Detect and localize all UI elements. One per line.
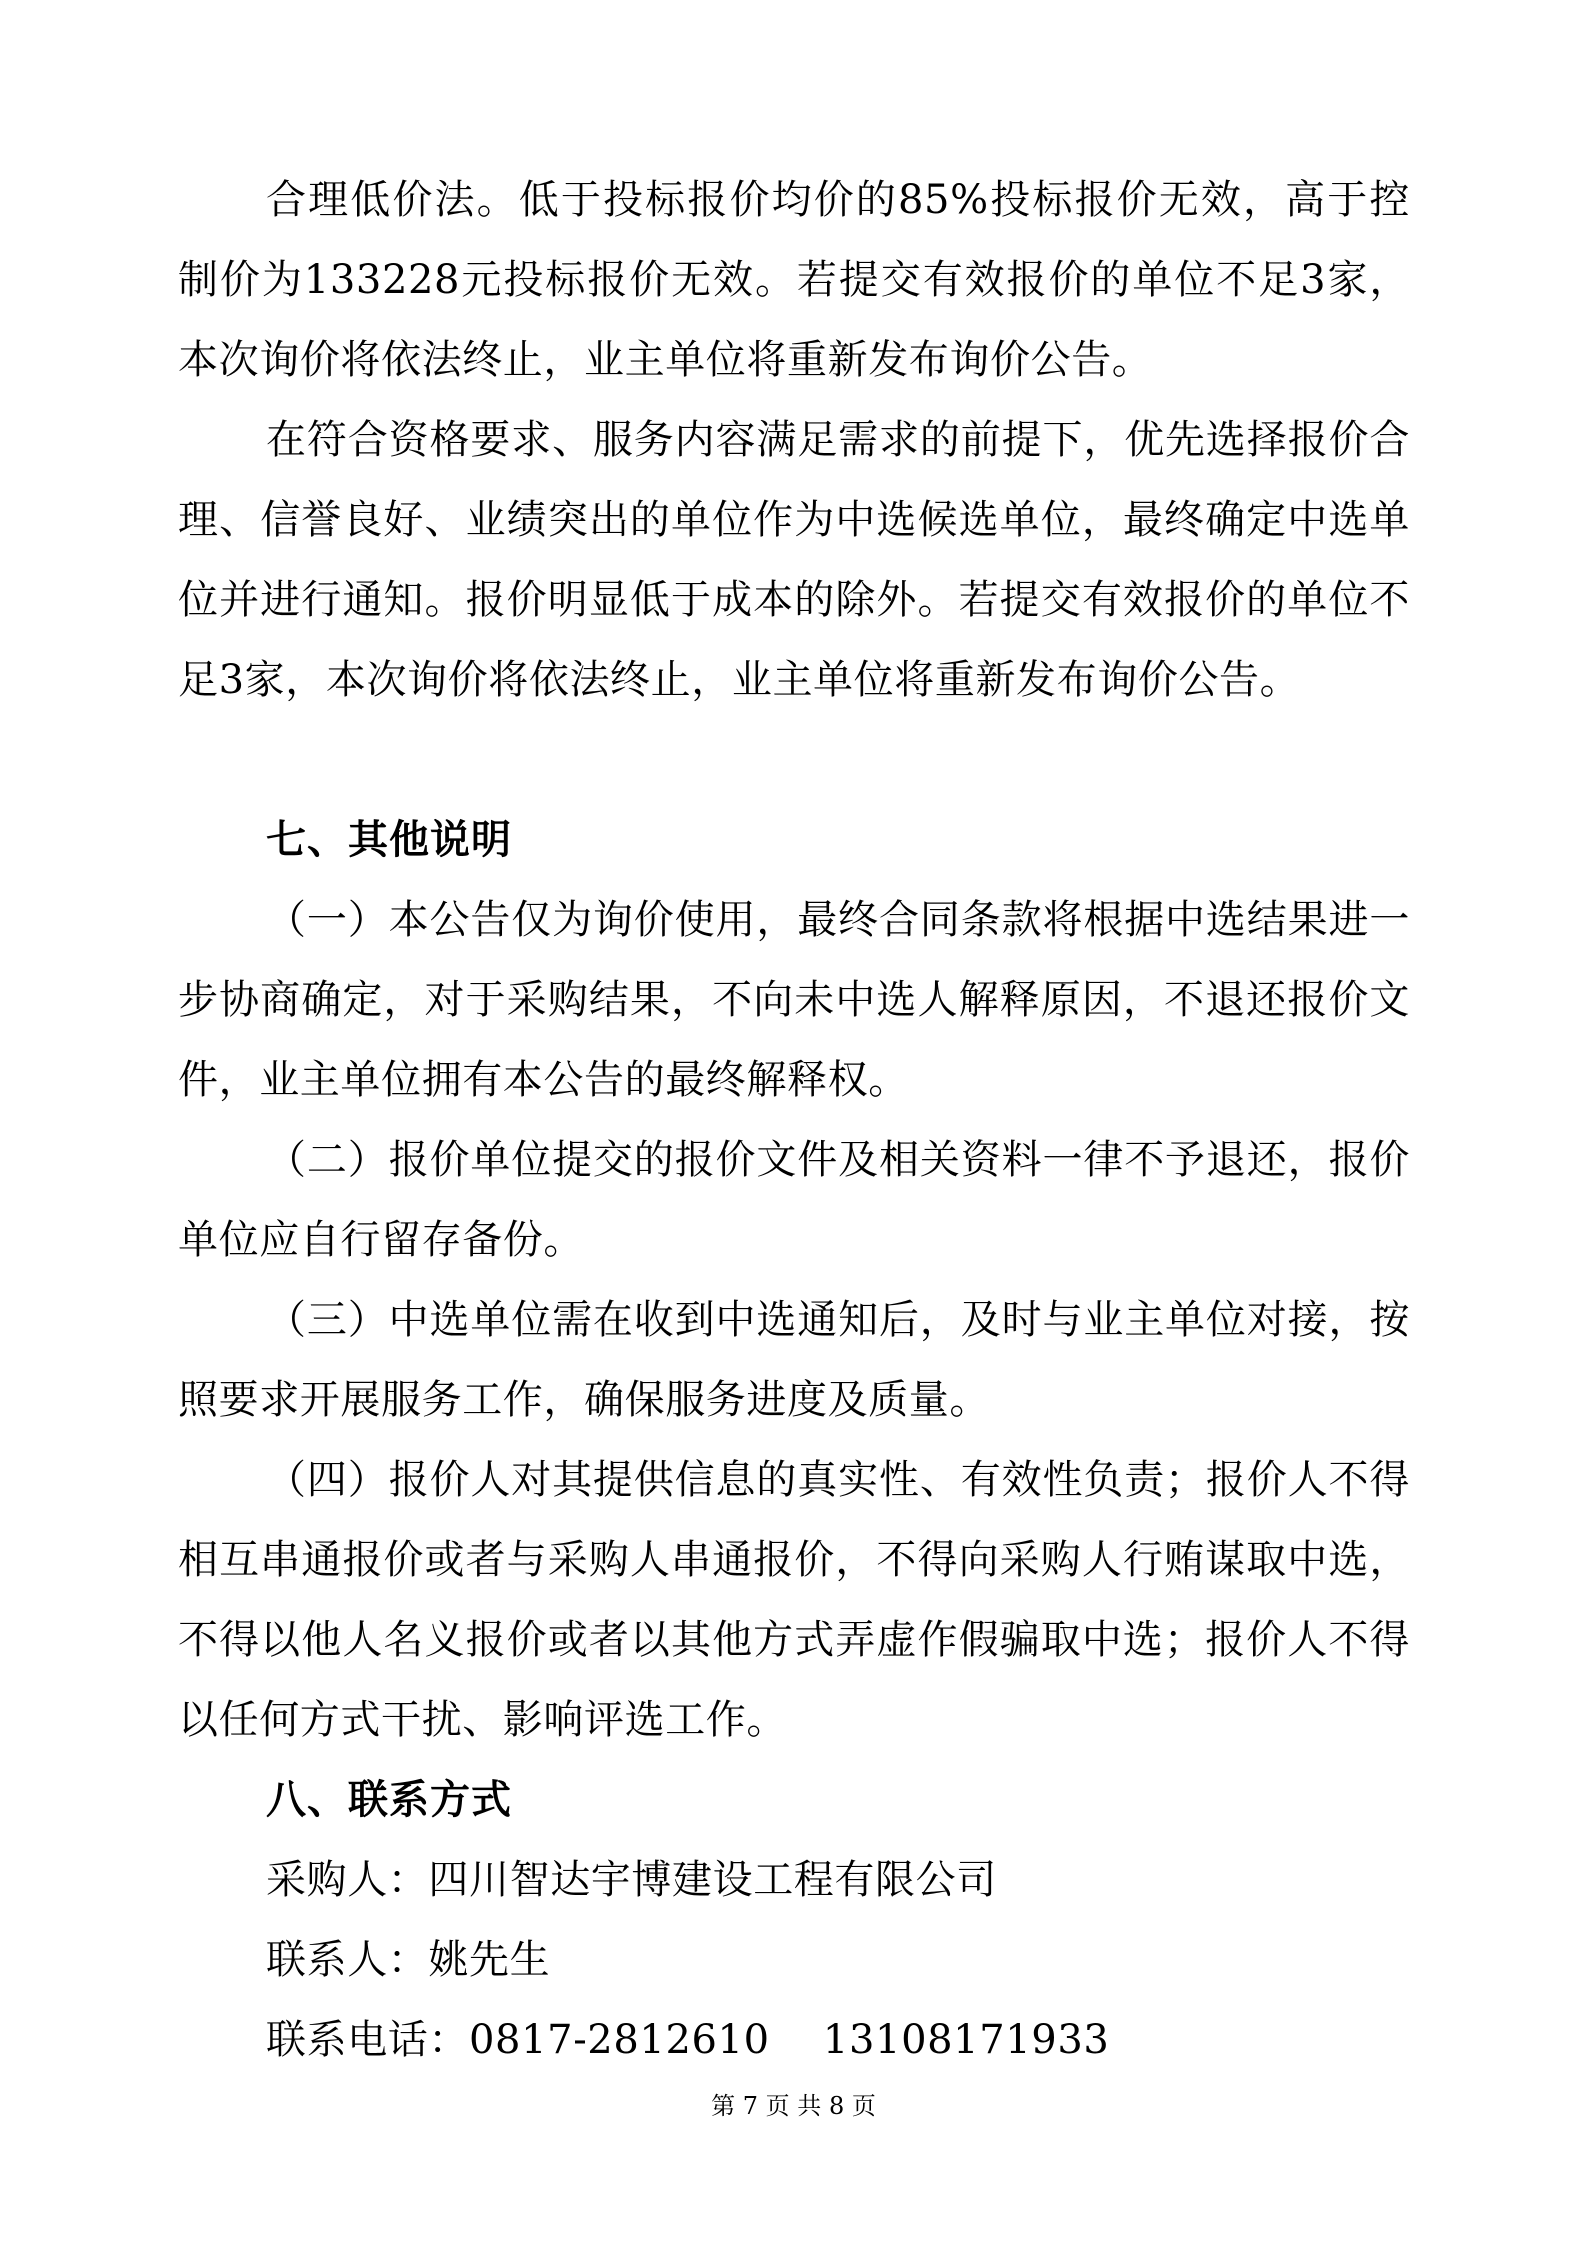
paragraph-selection-criteria: 在符合资格要求、服务内容满足需求的前提下，优先选择报价合理、信誉良好、业绩突出的单位作为中选候选单位，最终确定中选单位并进行通知。报价明显低于成本的除外。若提交有效报价的单位不足3家，本次询价将依法终止，业主单位将重新发布询价公告。 [178,417,1410,703]
section-heading-contact: 八、联系方式 [266,1777,512,1823]
purchaser-line: 采购人：四川智达宇博建设工程有限公司 [266,1857,997,1903]
page-number-footer: 第 7 页 共 8 页 [711,2092,876,2120]
note-item-4: （四）报价人对其提供信息的真实性、有效性负责；报价人不得相互串通报价或者与采购人串通报价，不得向采购人行贿谋取中选，不得以他人名义报价或者以其他方式弄虚作假骗取中选；报价人不得以任何方式干扰、影响评选工作。 [178,1457,1410,1743]
note-item-3: （三）中选单位需在收到中选通知后，及时与业主单位对接，按照要求开展服务工作，确保服务进度及质量。 [178,1297,1410,1423]
section-heading-other-notes: 七、其他说明 [266,817,512,863]
paragraph-evaluation-method: 合理低价法。低于投标报价均价的85%投标报价无效，高于控制价为133228元投标报价无效。若提交有效报价的单位不足3家，本次询价将依法终止，业主单位将重新发布询价公告。 [178,177,1410,383]
note-item-1: （一）本公告仅为询价使用，最终合同条款将根据中选结果进一步协商确定，对于采购结果，不向未中选人解释原因，不退还报价文件，业主单位拥有本公告的最终解释权。 [178,897,1410,1103]
contact-person-line: 联系人：姚先生 [266,1937,551,1983]
note-item-2: （二）报价单位提交的报价文件及相关资料一律不予退还，报价单位应自行留存备份。 [178,1137,1410,1263]
contact-phone-line: 联系电话：0817-2812610 13108171933 [266,2017,1110,2063]
